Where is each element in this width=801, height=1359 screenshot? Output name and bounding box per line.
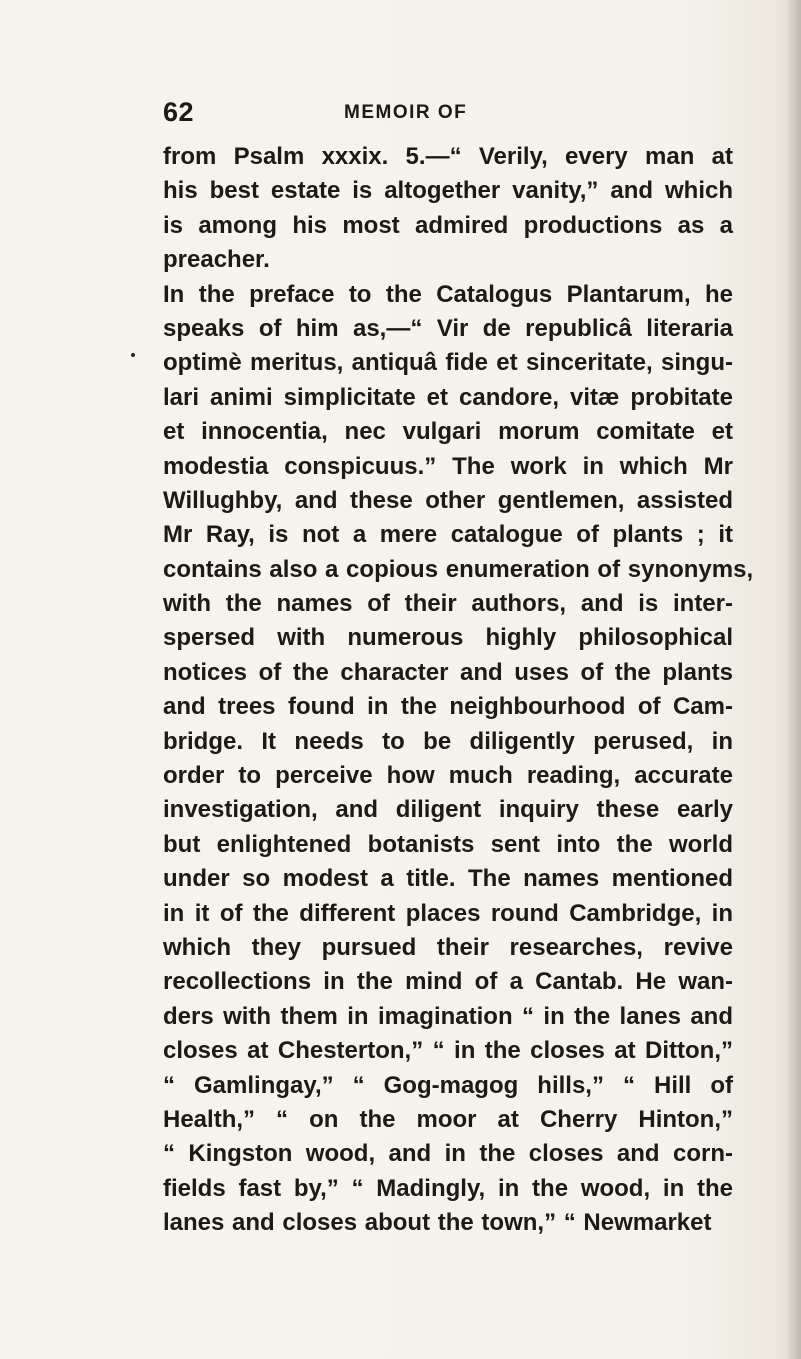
- text-line: recollections in the mind of a Cantab. He wan-: [163, 968, 733, 996]
- text-line: closes at Chesterton,” “ in the closes at Ditton,”: [163, 1037, 733, 1065]
- text-line: et innocentia, nec vulgari morum comitate et: [163, 418, 733, 446]
- text-line: order to perceive how much reading, accurate: [163, 762, 733, 790]
- text-line: is among his most admired productions as a: [163, 211, 733, 239]
- text-line: under so modest a title. The names mentioned: [163, 865, 733, 893]
- paper-speck: [131, 353, 135, 357]
- running-head: MEMOIR OF: [344, 102, 468, 123]
- text-line: which they pursued their researches, revive: [163, 933, 733, 961]
- text-line: lari animi simplicitate et candore, vitæ probitate: [163, 383, 733, 411]
- text-line: spersed with numerous highly philosophical: [163, 624, 733, 652]
- page-number: 62: [163, 97, 195, 127]
- text-line: investigation, and diligent inquiry these early: [163, 796, 733, 824]
- page-edge-shadow: [787, 0, 801, 1359]
- body-text: [163, 140, 754, 1241]
- text-line: “ Gamlingay,” “ Gog-magog hills,” “ Hill of: [163, 1071, 733, 1099]
- text-line: lanes and closes about the town,” “ Newmarket: [163, 1209, 712, 1237]
- text-line: ders with them in imagination “ in the lanes and: [163, 1002, 733, 1030]
- text-line: Mr Ray, is not a mere catalogue of plants ; it: [163, 521, 733, 549]
- text-line: and trees found in the neighbourhood of Cam-: [163, 693, 733, 721]
- text-line: speaks of him as,—“ Vir de republicâ literaria: [163, 314, 733, 342]
- text-line: bridge. It needs to be diligently perused, in: [163, 727, 733, 755]
- text-line: “ Kingston wood, and in the closes and corn-: [163, 1140, 733, 1168]
- text-line: Willughby, and these other gentlemen, assisted: [163, 486, 733, 514]
- text-line: optimè meritus, antiquâ fide et sinceritate, singu-: [163, 349, 733, 377]
- text-line: with the names of their authors, and is inter-: [163, 590, 733, 618]
- text-line: fields fast by,” “ Madingly, in the wood, in the: [163, 1174, 733, 1202]
- text-line: his best estate is altogether vanity,” and which: [163, 177, 733, 205]
- text-line: In the preface to the Catalogus Plantarum, he: [163, 280, 733, 308]
- page-header: [163, 97, 723, 133]
- text-line: notices of the character and uses of the plants: [163, 658, 733, 686]
- text-line: contains also a copious enumeration of synonyms,: [163, 555, 754, 583]
- text-line: preacher.: [163, 246, 270, 274]
- text-line: from Psalm xxxix. 5.—“ Verily, every man at: [163, 143, 733, 170]
- text-line: Health,” “ on the moor at Cherry Hinton,”: [163, 1105, 733, 1133]
- text-line: in it of the different places round Cambridge, in: [163, 899, 733, 927]
- text-line: modestia conspicuus.” The work in which Mr: [163, 452, 733, 480]
- text-line: but enlightened botanists sent into the world: [163, 830, 733, 858]
